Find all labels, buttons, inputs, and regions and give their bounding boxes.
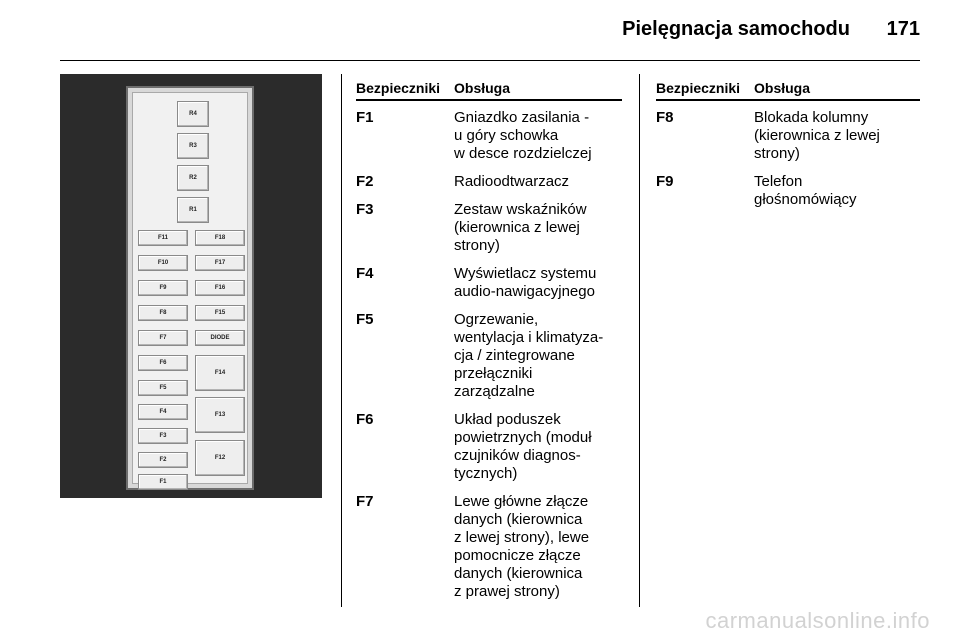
header-fuses: Bezpieczniki	[356, 80, 441, 96]
fuse-f14: F14	[195, 355, 245, 391]
fuse-f10: F10	[138, 255, 188, 271]
fuse-table-left	[356, 80, 622, 601]
fuse-box-frame	[126, 86, 254, 490]
column-divider-left	[341, 74, 342, 607]
fuse-table-right	[656, 80, 920, 209]
relay-r1: R1	[177, 197, 209, 223]
fuse-description: Ogrzewanie, wentylacja i klimatyza- cja / zintegrowane przełączniki zarządzalne	[454, 311, 604, 400]
table-row	[656, 173, 920, 209]
fuse-id: F7	[356, 493, 374, 510]
fuse-id: F2	[356, 173, 374, 190]
fuse-id: F5	[356, 311, 374, 328]
fuse-f5: F5	[138, 380, 188, 396]
fuse-description: Telefon głośnomówiący	[754, 173, 857, 208]
fuse-f11: F11	[138, 230, 188, 246]
fuse-description: Układ poduszek powietrznych (moduł czujników diagnos- tycznych)	[454, 411, 592, 482]
fuse-id: F9	[656, 173, 674, 190]
header-usage: Obsługa	[754, 80, 811, 96]
fuse-id: F4	[356, 265, 374, 282]
table-row	[356, 493, 622, 601]
fuse-description: Blokada kolumny (kierownica z lewej strony)	[754, 109, 880, 162]
fuse-box-diagram	[60, 74, 322, 498]
fuse-f8: F8	[138, 305, 188, 321]
fuse-description: Radioodtwarzacz	[454, 173, 570, 190]
fuse-description: Wyświetlacz systemu audio-nawigacyjnego	[454, 265, 597, 300]
table-row	[356, 109, 622, 163]
fuse-f1: F1	[138, 474, 188, 490]
table-row	[656, 109, 920, 163]
column-divider-right	[639, 74, 640, 607]
fuse-f2: F2	[138, 452, 188, 468]
table-header	[356, 80, 622, 101]
fuse-f6: F6	[138, 355, 188, 371]
fuse-f13: F13	[195, 397, 245, 433]
fuse-f3: F3	[138, 428, 188, 444]
fuse-f4: F4	[138, 404, 188, 420]
fuse-description: Zestaw wskaźników (kierownica z lewej strony)	[454, 201, 587, 254]
diode: DIODE	[195, 330, 245, 346]
table-header	[656, 80, 920, 101]
fuse-description: Lewe główne złącze danych (kierownica z lewej strony), lewe pomocnicze złącze danych (kierownica z prawej strony)	[454, 493, 590, 600]
fuse-id: F6	[356, 411, 374, 428]
page-header	[0, 0, 960, 62]
table-row	[356, 311, 622, 401]
fuse-f18: F18	[195, 230, 245, 246]
header-usage: Obsługa	[454, 80, 511, 96]
page-number: 171	[886, 18, 920, 40]
header-fuses: Bezpieczniki	[656, 80, 741, 96]
fuse-description: Gniazdko zasilania - u góry schowka w desce rozdzielczej	[454, 109, 592, 162]
fuse-id: F3	[356, 201, 374, 218]
fuse-panel	[132, 92, 248, 484]
table-row	[356, 265, 622, 301]
fuse-f17: F17	[195, 255, 245, 271]
fuse-f7: F7	[138, 330, 188, 346]
fuse-f16: F16	[195, 280, 245, 296]
header-rule	[60, 60, 920, 61]
table-row	[356, 411, 622, 483]
table-row	[356, 201, 622, 255]
fuse-id: F1	[356, 109, 374, 126]
relay-r3: R3	[177, 133, 209, 159]
relay-r4: R4	[177, 101, 209, 127]
fuse-f15: F15	[195, 305, 245, 321]
page-title: Pielęgnacja samochodu	[622, 18, 850, 40]
relay-r2: R2	[177, 165, 209, 191]
watermark: carmanualsonline.info	[705, 608, 930, 633]
fuse-f9: F9	[138, 280, 188, 296]
fuse-f12: F12	[195, 440, 245, 476]
fuse-id: F8	[656, 109, 674, 126]
table-row	[356, 173, 622, 191]
